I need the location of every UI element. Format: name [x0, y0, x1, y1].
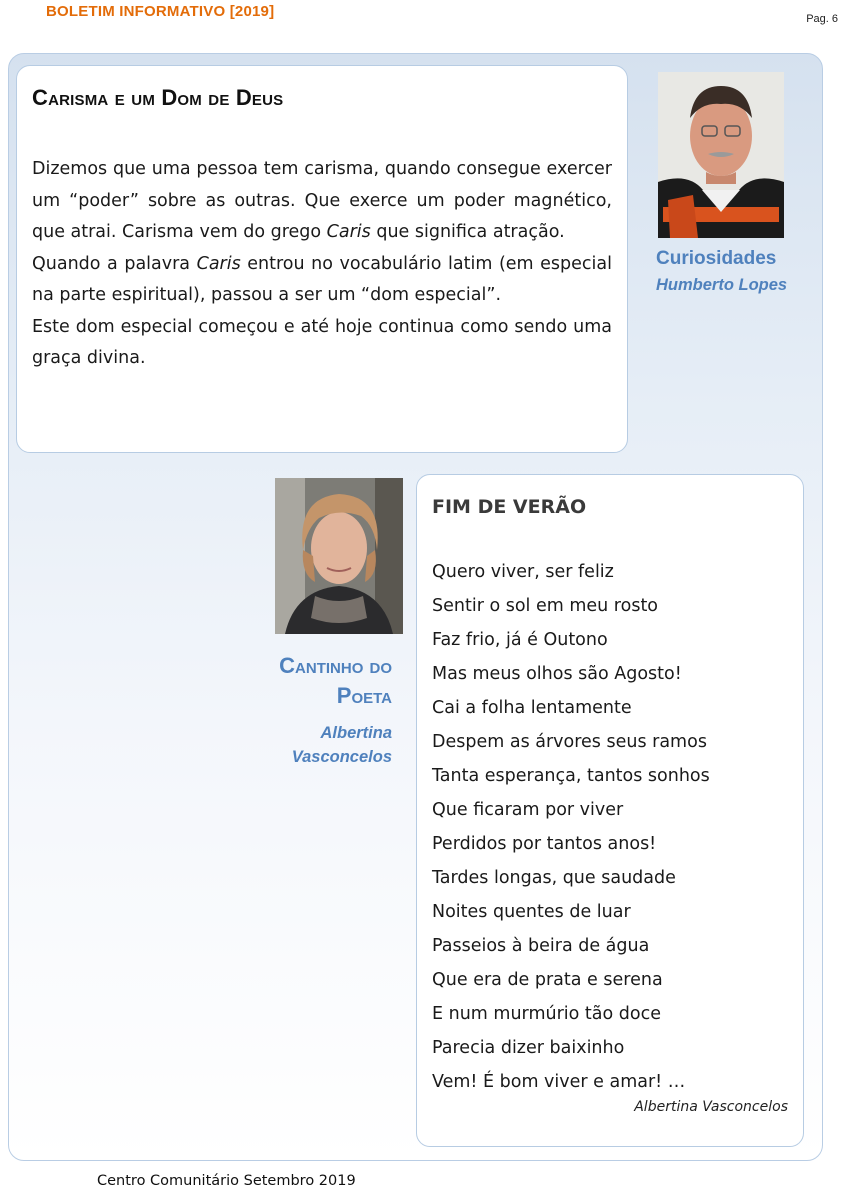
author-photo-albertina — [275, 478, 403, 634]
author-photo-humberto — [658, 72, 784, 238]
article-title: Carisma e um Dom de Deus — [32, 85, 284, 110]
article-paragraph: Este dom especial começou e até hoje continua como sendo uma graça divina. — [32, 316, 612, 368]
poem-line: Que ficaram por viver — [432, 800, 624, 820]
page-footer: Centro Comunitário Setembro 2019 — [97, 1173, 356, 1189]
poem-lines — [432, 555, 710, 1099]
poem-line: Cai a folha lentamente — [432, 698, 632, 718]
poem-line: Tanta esperança, tantos sonhos — [432, 766, 710, 786]
poem-line: Tardes longas, que saudade — [432, 868, 676, 888]
poem-line: Mas meus olhos são Agosto! — [432, 664, 682, 684]
section-title-curiosidades: Curiosidades — [656, 248, 777, 269]
poem-line: E num murmúrio tão doce — [432, 1004, 661, 1024]
poem-line: Despem as árvores seus ramos — [432, 732, 707, 752]
newsletter-title: BOLETIM INFORMATIVO [2019] — [46, 3, 275, 20]
poem-author-name: Albertina Vasconcelos — [291, 724, 392, 766]
poem-line: Perdidos por tantos anos! — [432, 834, 657, 854]
page-number: Pag. 6 — [806, 13, 838, 25]
article-paragraph: Dizemos que uma pessoa tem carisma, quando consegue exercer um “poder” sobre as outras. Que exerce um poder magnético, que atrai. Carisma vem do grego Caris que significa atração. — [32, 159, 612, 242]
poem-line: Que era de prata e serena — [432, 970, 663, 990]
poem-title: FIM DE VERÃO — [432, 496, 587, 518]
poem-line: Parecia dizer baixinho — [432, 1038, 625, 1058]
author-name: Humberto Lopes — [656, 276, 788, 294]
section-title-cantinho-do-poeta: Cantinho do Poeta — [279, 653, 392, 708]
article-body — [32, 154, 612, 375]
poem-signature: Albertina Vasconcelos — [634, 1099, 788, 1115]
poem-line: Sentir o sol em meu rosto — [432, 596, 659, 616]
poem-line: Quero viver, ser feliz — [432, 562, 614, 582]
article-paragraph: Quando a palavra Caris entrou no vocabulário latim (em especial na parte espiritual), passou a ser um “dom especial”. — [32, 253, 612, 305]
poem-line: Vem! É bom viver e amar! … — [432, 1072, 686, 1092]
poem-line: Passeios à beira de água — [432, 936, 650, 956]
poem-line: Faz frio, já é Outono — [432, 630, 608, 650]
poem-line: Noites quentes de luar — [432, 902, 631, 922]
